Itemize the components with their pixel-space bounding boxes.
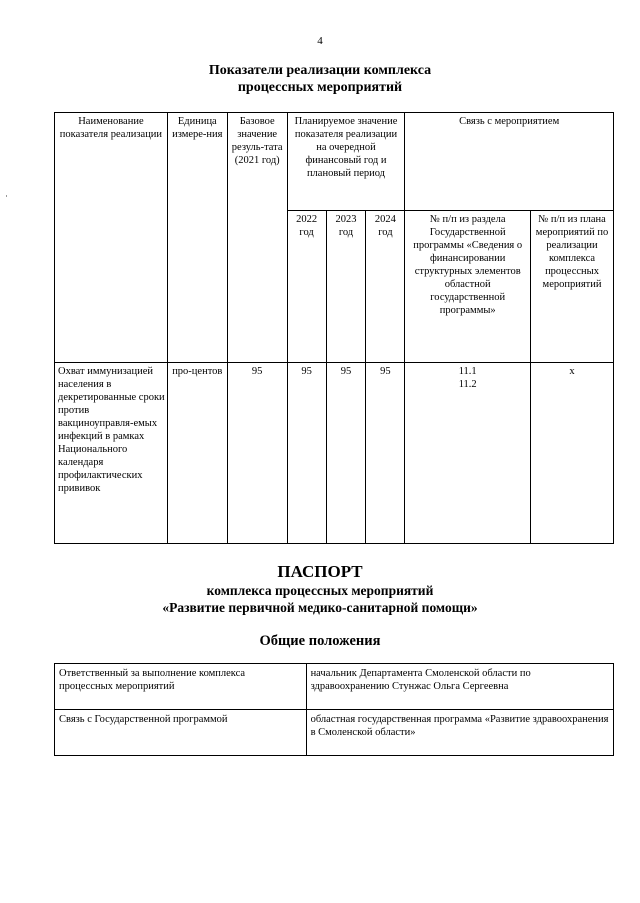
table-row: [55, 363, 614, 544]
row-link-program: [405, 363, 531, 544]
general-label-program: Связь с Государственной программой: [55, 710, 307, 756]
general-row: [55, 664, 614, 710]
passport-subtitle-line1: комплекса процессных мероприятий: [206, 583, 434, 598]
passport-subtitle: [0, 582, 640, 616]
general-value-program: областная государственная программа «Развитие здравоохранения в Смоленской области»: [306, 710, 613, 756]
indicators-title-line1: Показатели реализации комплекса: [208, 63, 432, 78]
header-year-2023: 2023 год: [326, 211, 366, 363]
indicators-title-line2: процессных мероприятий: [237, 80, 403, 95]
row-2023: 95: [326, 363, 366, 544]
header-row-1: [55, 113, 614, 211]
row-link-program-1: 11.1: [458, 366, 477, 377]
header-link: Связь с мероприятием: [405, 113, 614, 211]
header-year-2024: 2024 год: [366, 211, 405, 363]
header-name: Наименование показателя реализации: [55, 113, 168, 363]
passport-subtitle-line2: «Развитие первичной медико-санитарной помощи»: [162, 600, 478, 615]
header-link-plan: № п/п из плана мероприятий по реализации комплекса процессных мероприятий: [531, 211, 614, 363]
general-label-responsible: Ответственный за выполнение комплекса процессных мероприятий: [55, 664, 307, 710]
header-base: Базовое значение резуль-тата (2021 год): [227, 113, 287, 363]
indicators-title: [0, 62, 640, 96]
general-row: [55, 710, 614, 756]
general-table: [54, 663, 614, 756]
header-planned: Планируемое значение показателя реализации на очередной финансовый год и плановый период: [287, 113, 405, 211]
row-name: Охват иммунизацией населения в декретированные сроки против вакциноуправля-емых инфекций в рамках Национального календаря профилактических прививок: [55, 363, 168, 544]
row-2022: 95: [287, 363, 326, 544]
row-link-plan: x: [531, 363, 614, 544]
page-number: 4: [317, 35, 323, 47]
header-link-program: № п/п из раздела Государственной программы «Сведения о финансировании структурных элементов областной государственной программы»: [405, 211, 531, 363]
row-base: 95: [227, 363, 287, 544]
row-2024: 95: [366, 363, 405, 544]
row-link-program-2: 11.2: [458, 379, 477, 390]
general-value-responsible: начальник Департамента Смоленской области по здравоохранению Стунжас Ольга Сергеевна: [306, 664, 613, 710]
header-year-2022: 2022 год: [287, 211, 326, 363]
header-unit: Единица измере-ния: [167, 113, 227, 363]
general-title: Общие положения: [259, 633, 381, 649]
row-unit: про-центов: [167, 363, 227, 544]
passport-title: ПАСПОРТ: [277, 562, 363, 581]
scan-artifact: [6, 195, 7, 197]
indicators-table: [54, 112, 614, 544]
